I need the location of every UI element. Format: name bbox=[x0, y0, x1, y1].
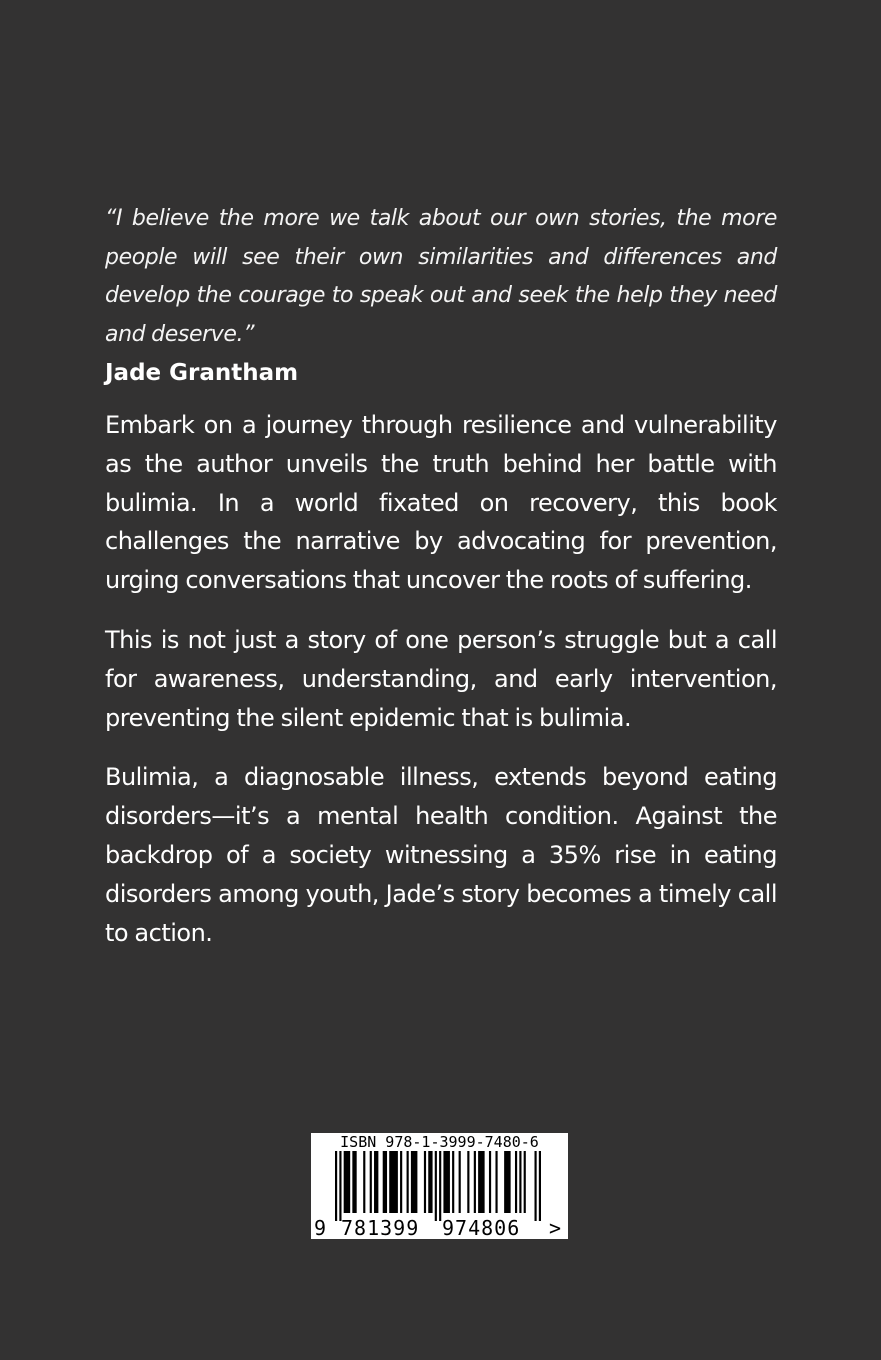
ean-quiet-marker: > bbox=[549, 1216, 562, 1240]
barcode-bar bbox=[339, 1151, 341, 1221]
barcode-bar bbox=[459, 1151, 461, 1213]
ean-right-group: 974806 bbox=[442, 1216, 521, 1240]
barcode-bar bbox=[389, 1151, 398, 1213]
barcode-bar bbox=[411, 1151, 418, 1213]
barcode-bar bbox=[524, 1151, 526, 1213]
barcode-bar bbox=[452, 1151, 454, 1213]
quote-text: “I believe the more we talk about our own stories, the more people will see their own similarities and differences and develop the courage to speak out and seek the help they need and deserve.” bbox=[105, 206, 777, 347]
barcode-bar bbox=[478, 1151, 485, 1213]
barcode-bar bbox=[424, 1151, 426, 1213]
barcode-bar bbox=[363, 1151, 365, 1213]
quote-author: Jade Grantham bbox=[105, 360, 299, 386]
isbn-label: ISBN 978-1-3999-7480-6 bbox=[340, 1133, 539, 1151]
barcode-bar bbox=[383, 1151, 387, 1213]
barcode-bar bbox=[504, 1151, 511, 1213]
barcode-bar bbox=[439, 1151, 441, 1221]
barcode-bar bbox=[534, 1151, 536, 1221]
barcode-bars bbox=[335, 1151, 541, 1221]
quote-block bbox=[105, 200, 777, 392]
barcode-bar bbox=[370, 1151, 372, 1213]
ean-left-group: 781399 bbox=[341, 1216, 420, 1240]
barcode-bar bbox=[352, 1151, 356, 1213]
barcode-graphic bbox=[335, 1151, 541, 1221]
barcode-bar bbox=[539, 1151, 541, 1221]
isbn-barcode bbox=[311, 1133, 568, 1239]
barcode-bar bbox=[489, 1151, 491, 1213]
barcode-bar bbox=[344, 1151, 351, 1213]
barcode-bar bbox=[467, 1151, 469, 1213]
barcode-bar bbox=[407, 1151, 409, 1213]
barcode-bar bbox=[474, 1151, 476, 1213]
barcode-bar bbox=[515, 1151, 517, 1213]
blurb-paragraph: Embark on a journey through resilience and vulnerability as the author unveils the truth behind her battle with bulimia. In a world fixated on recovery, this book challenges the narrative by advocating for prevention, urging conversations that uncover the roots of suffering. bbox=[105, 411, 777, 595]
barcode-bar bbox=[519, 1151, 521, 1213]
barcode-bar bbox=[400, 1151, 402, 1213]
barcode-bar bbox=[428, 1151, 432, 1213]
barcode-bar bbox=[495, 1151, 497, 1213]
barcode-bar bbox=[443, 1151, 450, 1213]
barcode-bar bbox=[335, 1151, 337, 1221]
barcode-bar bbox=[374, 1151, 378, 1213]
barcode-bar bbox=[435, 1151, 437, 1221]
ean-first-digit: 9 bbox=[314, 1216, 327, 1240]
blurb-paragraph: Bulimia, a diagnosable illness, extends beyond eating disorders—it’s a mental health condition. Against the backdrop of a society witnessing a 35% rise in eating disorders among youth, Jade’s story becomes a timely call to action. bbox=[105, 763, 777, 947]
blurb-paragraph: This is not just a story of one person’s struggle but a call for awareness, understanding, and early intervention, preventing the silent epidemic that is bulimia. bbox=[105, 625, 777, 732]
blurb bbox=[105, 406, 777, 973]
